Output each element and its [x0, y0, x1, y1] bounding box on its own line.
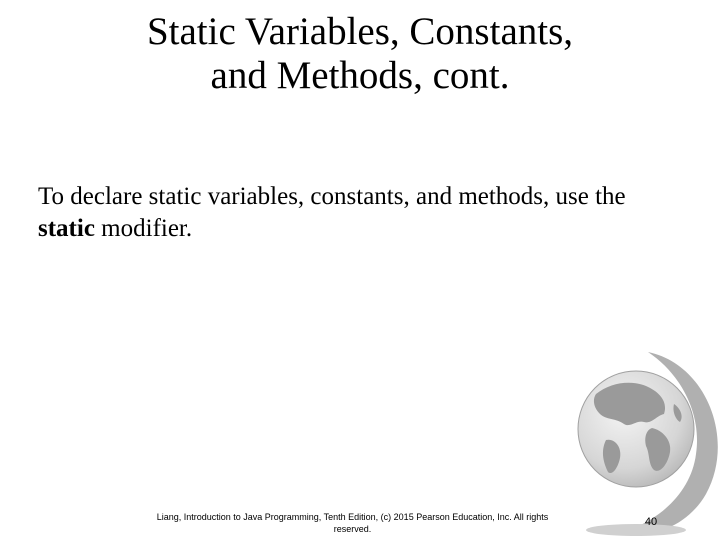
footer-copyright: Liang, Introduction to Java Programming, Tenth Edition, (c) 2015 Pearson Education, Inc. All rights reserved.: [156, 512, 549, 534]
globe-icon: [556, 344, 720, 540]
title-line-1: Static Variables, Constants,: [146, 10, 574, 53]
title-line-2: and Methods, cont.: [210, 54, 510, 97]
body-text: [38, 181, 678, 245]
slide-title: [60, 10, 660, 98]
static-keyword: static: [38, 215, 95, 242]
page-number: 40: [644, 516, 658, 528]
body-text-part-1: To declare static variables, constants, and methods, use the: [38, 183, 626, 210]
body-text-part-2: modifier.: [94, 215, 193, 242]
